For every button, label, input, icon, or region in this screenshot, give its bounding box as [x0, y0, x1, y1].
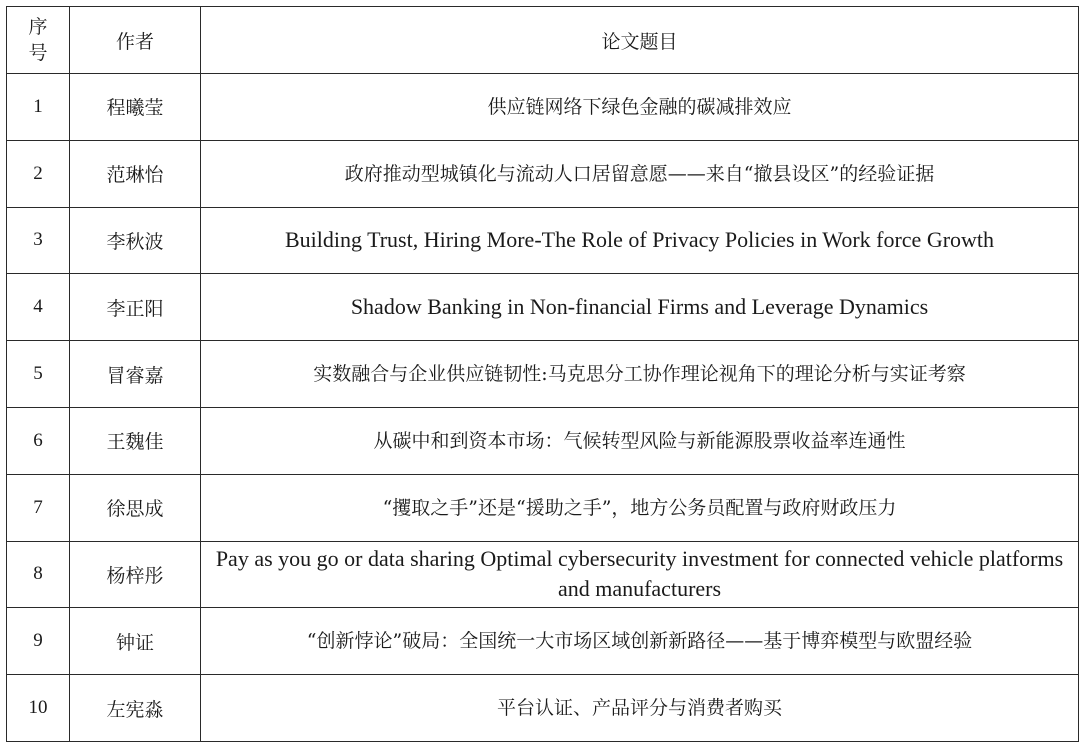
header-author: 作者 [70, 7, 201, 74]
row-title: “攫取之手”还是“援助之手”，地方公务员配置与政府财政压力 [201, 474, 1079, 541]
row-author: 杨梓彤 [70, 541, 201, 608]
row-index: 5 [7, 341, 70, 408]
row-index: 1 [7, 74, 70, 141]
row-index: 7 [7, 474, 70, 541]
row-author: 范琳怡 [70, 140, 201, 207]
row-title: Pay as you go or data sharing Optimal cybersecurity investment for connected vehicle platforms and manufacturers [201, 541, 1079, 608]
row-index: 3 [7, 207, 70, 274]
table-row [7, 140, 1079, 207]
table-row [7, 74, 1079, 141]
table-header-row [7, 7, 1079, 74]
row-author: 李正阳 [70, 274, 201, 341]
header-title: 论文题目 [201, 7, 1079, 74]
row-title: Building Trust, Hiring More-The Role of Privacy Policies in Work force Growth [201, 207, 1079, 274]
table-row [7, 474, 1079, 541]
row-index: 8 [7, 541, 70, 608]
row-index: 9 [7, 608, 70, 675]
row-title: 从碳中和到资本市场：气候转型风险与新能源股票收益率连通性 [201, 407, 1079, 474]
paper-list-table-wrapper [6, 6, 1079, 742]
row-title: “创新悖论”破局：全国统一大市场区域创新新路径——基于博弈模型与欧盟经验 [201, 608, 1079, 675]
row-author: 程曦莹 [70, 74, 201, 141]
row-title: 平台认证、产品评分与消费者购买 [201, 675, 1079, 742]
row-index: 2 [7, 140, 70, 207]
row-index: 10 [7, 675, 70, 742]
header-index: 序号 [7, 7, 70, 74]
row-title: 供应链网络下绿色金融的碳减排效应 [201, 74, 1079, 141]
row-author: 左宪淼 [70, 675, 201, 742]
row-author: 李秋波 [70, 207, 201, 274]
row-author: 王魏佳 [70, 407, 201, 474]
row-title: 实数融合与企业供应链韧性:马克思分工协作理论视角下的理论分析与实证考察 [201, 341, 1079, 408]
row-index: 4 [7, 274, 70, 341]
table-row [7, 207, 1079, 274]
table-row [7, 407, 1079, 474]
table-row [7, 608, 1079, 675]
row-author: 徐思成 [70, 474, 201, 541]
table-row [7, 341, 1079, 408]
paper-list-table [6, 6, 1079, 742]
row-index: 6 [7, 407, 70, 474]
table-row [7, 675, 1079, 742]
row-author: 冒睿嘉 [70, 341, 201, 408]
row-author: 钟证 [70, 608, 201, 675]
table-row [7, 541, 1079, 608]
row-title: 政府推动型城镇化与流动人口居留意愿——来自“撤县设区”的经验证据 [201, 140, 1079, 207]
table-row [7, 274, 1079, 341]
row-title: Shadow Banking in Non-financial Firms and Leverage Dynamics [201, 274, 1079, 341]
